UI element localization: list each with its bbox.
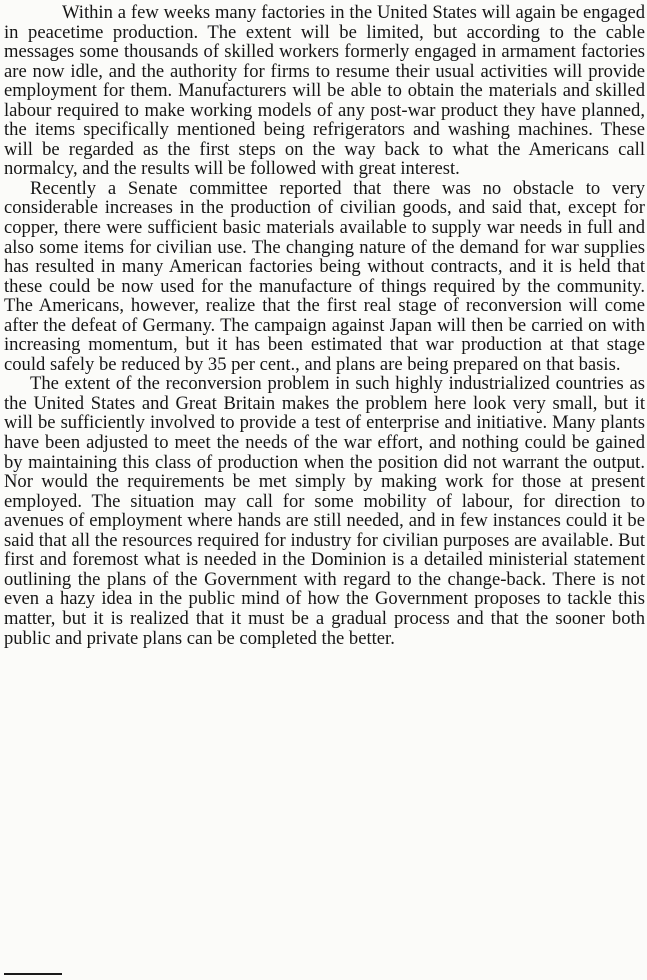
- paragraph-senate-committee: Recently a Senate committee reported that there was no obstacle to very considerable increases in the production of civilian goods, and said that, except for copper, there were sufficient basic materials available to supply war needs in full and also some items for civilian use. The changing nature of the demand for war supplies has resulted in many American factories being without contracts, and it is held that these could be now used for the manufacture of things required by the community. The Americans, however, realize that the first real stage of reconversion will come after the defeat of Germany. The campaign against Japan will then be carried on with increasing momentum, but it has been estimated that war production at that stage could safely be reduced by 35 per cent., and plans are being prepared on that basis.: [4, 177, 645, 375]
- paragraph-factories-peacetime: Within a few weeks many factories in the United States will again be engaged in peacetime production. The extent will be limited, but according to the cable messages some thousands of skilled workers formerly engaged in armament factories are now idle, and the authority for firms to resume their usual activities will provide employment for them. Manufacturers will be able to obtain the materials and skilled labour required to make working models of any post-war product they have planned, the items specifically mentioned being refrigerators and washing machines. These will be regarded as the first steps on the way back to what the Americans call normalcy, and the results will be followed with great interest.: [4, 2, 645, 180]
- article-body: [4, 3, 645, 648]
- paragraph-reconversion-problem: The extent of the reconversion problem in such highly industrialized countries as the United States and Great Britain makes the problem here look very small, but it will be sufficiently involved to provide a test of enterprise and initiative. Many plants have been adjusted to meet the needs of the war effort, and nothing could be gained by maintaining this class of production when the position did not warrant the output. Nor would the requirements be met simply by making work for those at present employed. The situation may call for some mobility of labour, for direction to avenues of employment where hands are still needed, and in few instances could it be said that all the resources required for industry for civilian purposes are available. But first and foremost what is needed in the Dominion is a detailed ministerial statement outlining the plans of the Government with regard to the change-back. There is not even a hazy idea in the public mind of how the Government proposes to tackle this matter, but it is realized that it must be a gradual process and that the sooner both public and private plans can be completed the better.: [4, 373, 645, 649]
- closing-underline: [4, 973, 62, 975]
